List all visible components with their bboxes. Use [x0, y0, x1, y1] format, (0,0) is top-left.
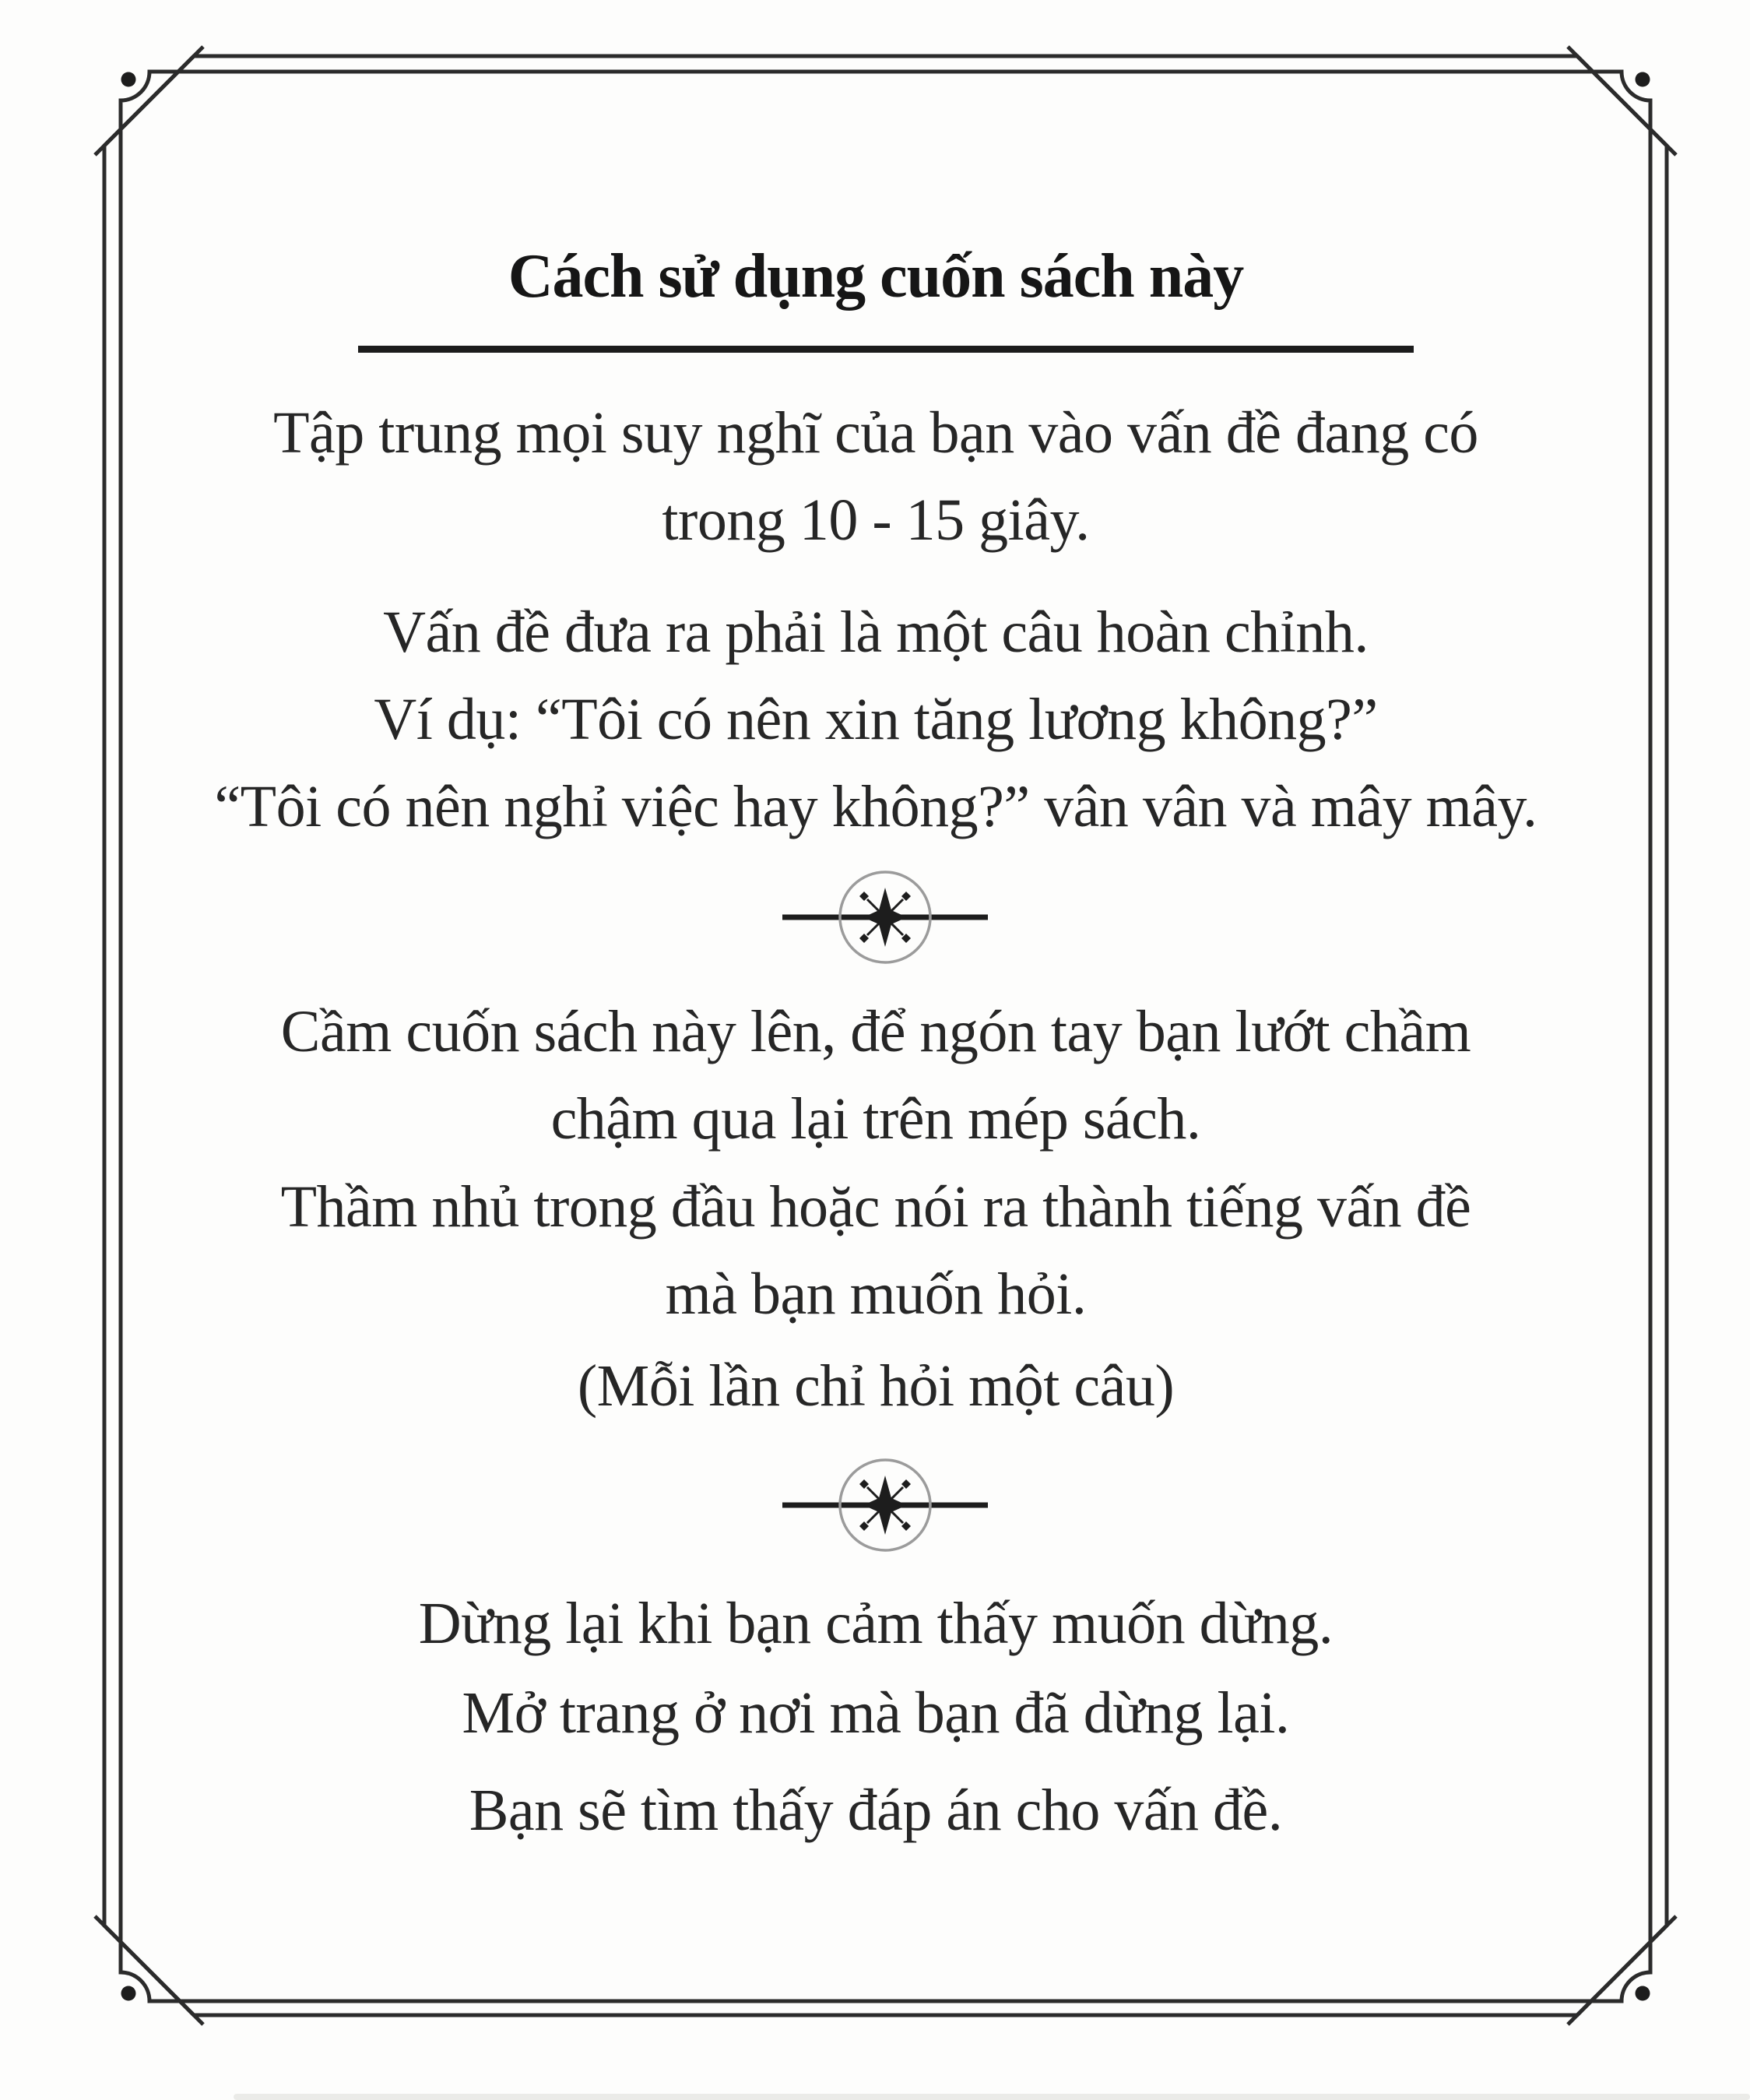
text-line: Dừng lại khi bạn cảm thấy muốn dừng. [418, 1591, 1334, 1656]
page-edge-scan-artifact [234, 2094, 1750, 2100]
paragraph-stop [121, 1580, 1631, 1667]
text-line: Cầm cuốn sách này lên, để ngón tay bạn lướt chầm [280, 999, 1471, 1064]
text-line: chậm qua lại trên mép sách. [550, 1086, 1201, 1152]
text-line: Ví dụ: “Tôi có nên xin tăng lương không?” [374, 687, 1378, 752]
text-line: mà bạn muốn hỏi. [665, 1261, 1087, 1327]
paragraph-focus-thoughts [121, 389, 1631, 564]
text-line: Thầm nhủ trong đầu hoặc nói ra thành tiếng vấn đề [280, 1174, 1471, 1240]
text-line: Vấn đề đưa ra phải là một câu hoàn chỉnh. [383, 600, 1369, 665]
eight-point-star-icon [863, 888, 907, 947]
text-line: Mở trang ở nơi mà bạn đã dừng lại. [462, 1680, 1290, 1746]
star-divider [776, 867, 994, 968]
corner-dot-top-left-icon [121, 72, 136, 87]
text-line: Bạn sẽ tìm thấy đáp án cho vấn đề. [469, 1778, 1283, 1843]
eight-point-star-icon [863, 1476, 907, 1535]
star-divider [776, 1455, 994, 1556]
text-line: “Tôi có nên nghỉ việc hay không?” vân vân và mây mây. [214, 774, 1537, 839]
corner-dot-top-right-icon [1636, 72, 1650, 87]
paragraph-open-page [121, 1669, 1631, 1757]
paragraph-one-question-note [121, 1342, 1631, 1430]
paragraph-say-question [121, 1163, 1631, 1338]
page-title: Cách sử dụng cuốn sách này [508, 242, 1244, 311]
title-underline [358, 346, 1414, 353]
paragraph-complete-sentence [121, 589, 1631, 850]
text-line: trong 10 - 15 giây. [662, 487, 1090, 553]
text-line: Tập trung mọi suy nghĩ của bạn vào vấn đề đang có [273, 400, 1478, 466]
corner-dot-bottom-right-icon [1636, 1986, 1650, 2001]
paragraph-hold-book [121, 988, 1631, 1163]
corner-diagonal-top-right-icon [1568, 47, 1676, 155]
corner-diagonal-bottom-right-icon [1568, 1916, 1676, 2024]
corner-diagonal-top-left-icon [95, 47, 203, 155]
corner-diagonal-bottom-left-icon [95, 1916, 203, 2024]
paragraph-find-answer [121, 1767, 1631, 1854]
corner-dot-bottom-left-icon [121, 1986, 136, 2001]
text-line: (Mỗi lần chỉ hỏi một câu) [577, 1353, 1175, 1419]
